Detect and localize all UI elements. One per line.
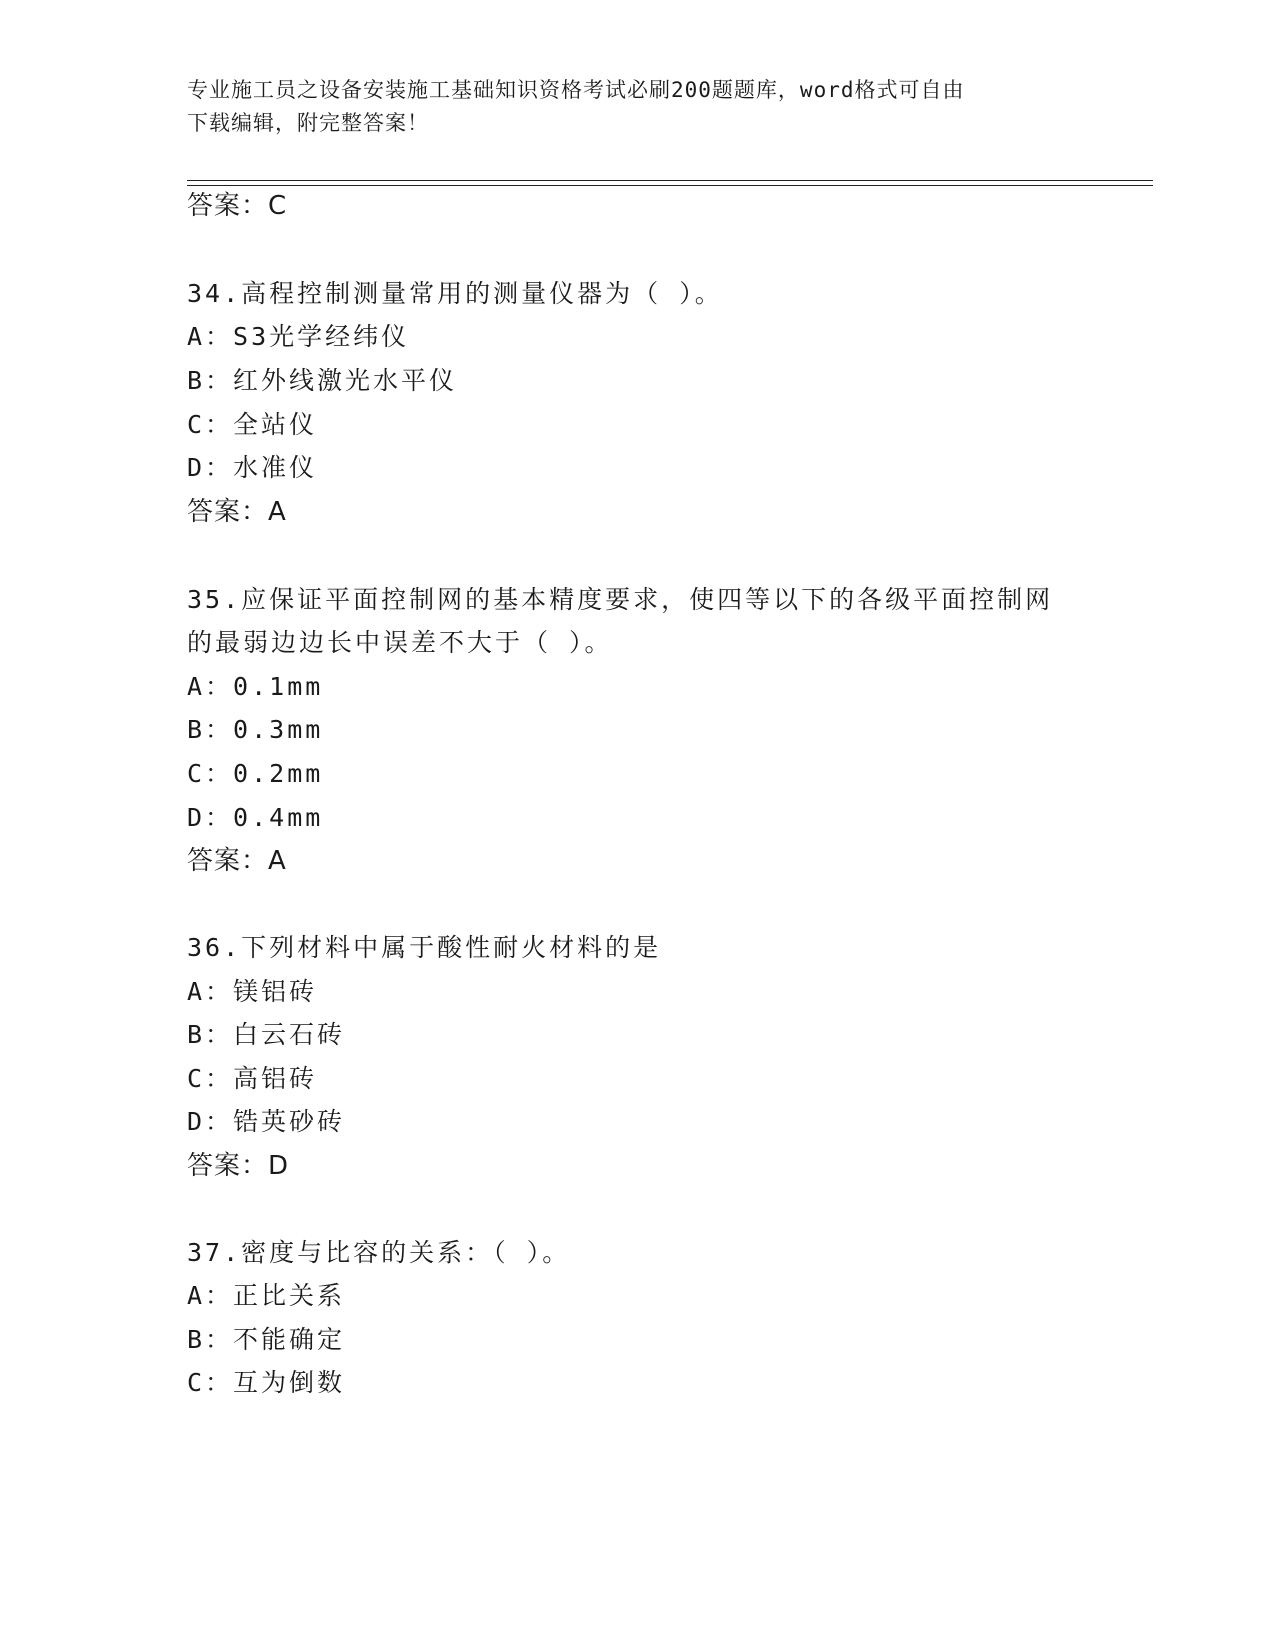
question-36-option-b: B：白云石砖: [187, 1020, 346, 1049]
question-37-option-a: A：正比关系: [187, 1281, 346, 1310]
question-36-option-d: D：锆英砂砖: [187, 1107, 346, 1136]
question-37-option-b: B：不能确定: [187, 1325, 346, 1354]
answer-36: 答案：D: [187, 1151, 290, 1181]
answer-34: 答案：A: [187, 497, 287, 527]
answer-33: 答案：C: [187, 191, 288, 221]
question-34-option-c: C：全站仪: [187, 410, 318, 439]
document-header: [187, 74, 1087, 140]
question-34-option-a: A：S3光学经纬仪: [187, 322, 410, 351]
question-36: 36.下列材料中属于酸性耐火材料的是: [187, 933, 662, 962]
question-35-option-b: B：0.3mm: [187, 715, 324, 744]
question-35-option-d: D：0.4mm: [187, 803, 324, 832]
header-line-1: 专业施工员之设备安装施工基础知识资格考试必刷200题题库，word格式可自由: [187, 78, 965, 102]
question-34: 34.高程控制测量常用的测量仪器为（ ）。: [187, 279, 723, 308]
header-line-2: 下载编辑，附完整答案！: [187, 111, 429, 135]
header-divider-top: [187, 180, 1153, 181]
question-37: 37.密度与比容的关系：（ ）。: [187, 1238, 571, 1267]
question-35-line-2: 的最弱边边长中误差不大于（ ）。: [187, 628, 613, 657]
question-36-option-c: C：高铝砖: [187, 1064, 318, 1093]
question-35-line-1: 35.应保证平面控制网的基本精度要求，使四等以下的各级平面控制网: [187, 585, 1054, 614]
question-36-option-a: A：镁铝砖: [187, 977, 318, 1006]
question-34-option-d: D：水准仪: [187, 453, 318, 482]
question-35-option-a: A：0.1mm: [187, 672, 324, 701]
question-35-option-c: C：0.2mm: [187, 759, 324, 788]
answer-35: 答案：A: [187, 846, 287, 876]
header-divider-bottom: [187, 185, 1153, 186]
question-34-option-b: B：红外线激光水平仪: [187, 366, 458, 395]
question-37-option-c: C：互为倒数: [187, 1368, 346, 1397]
